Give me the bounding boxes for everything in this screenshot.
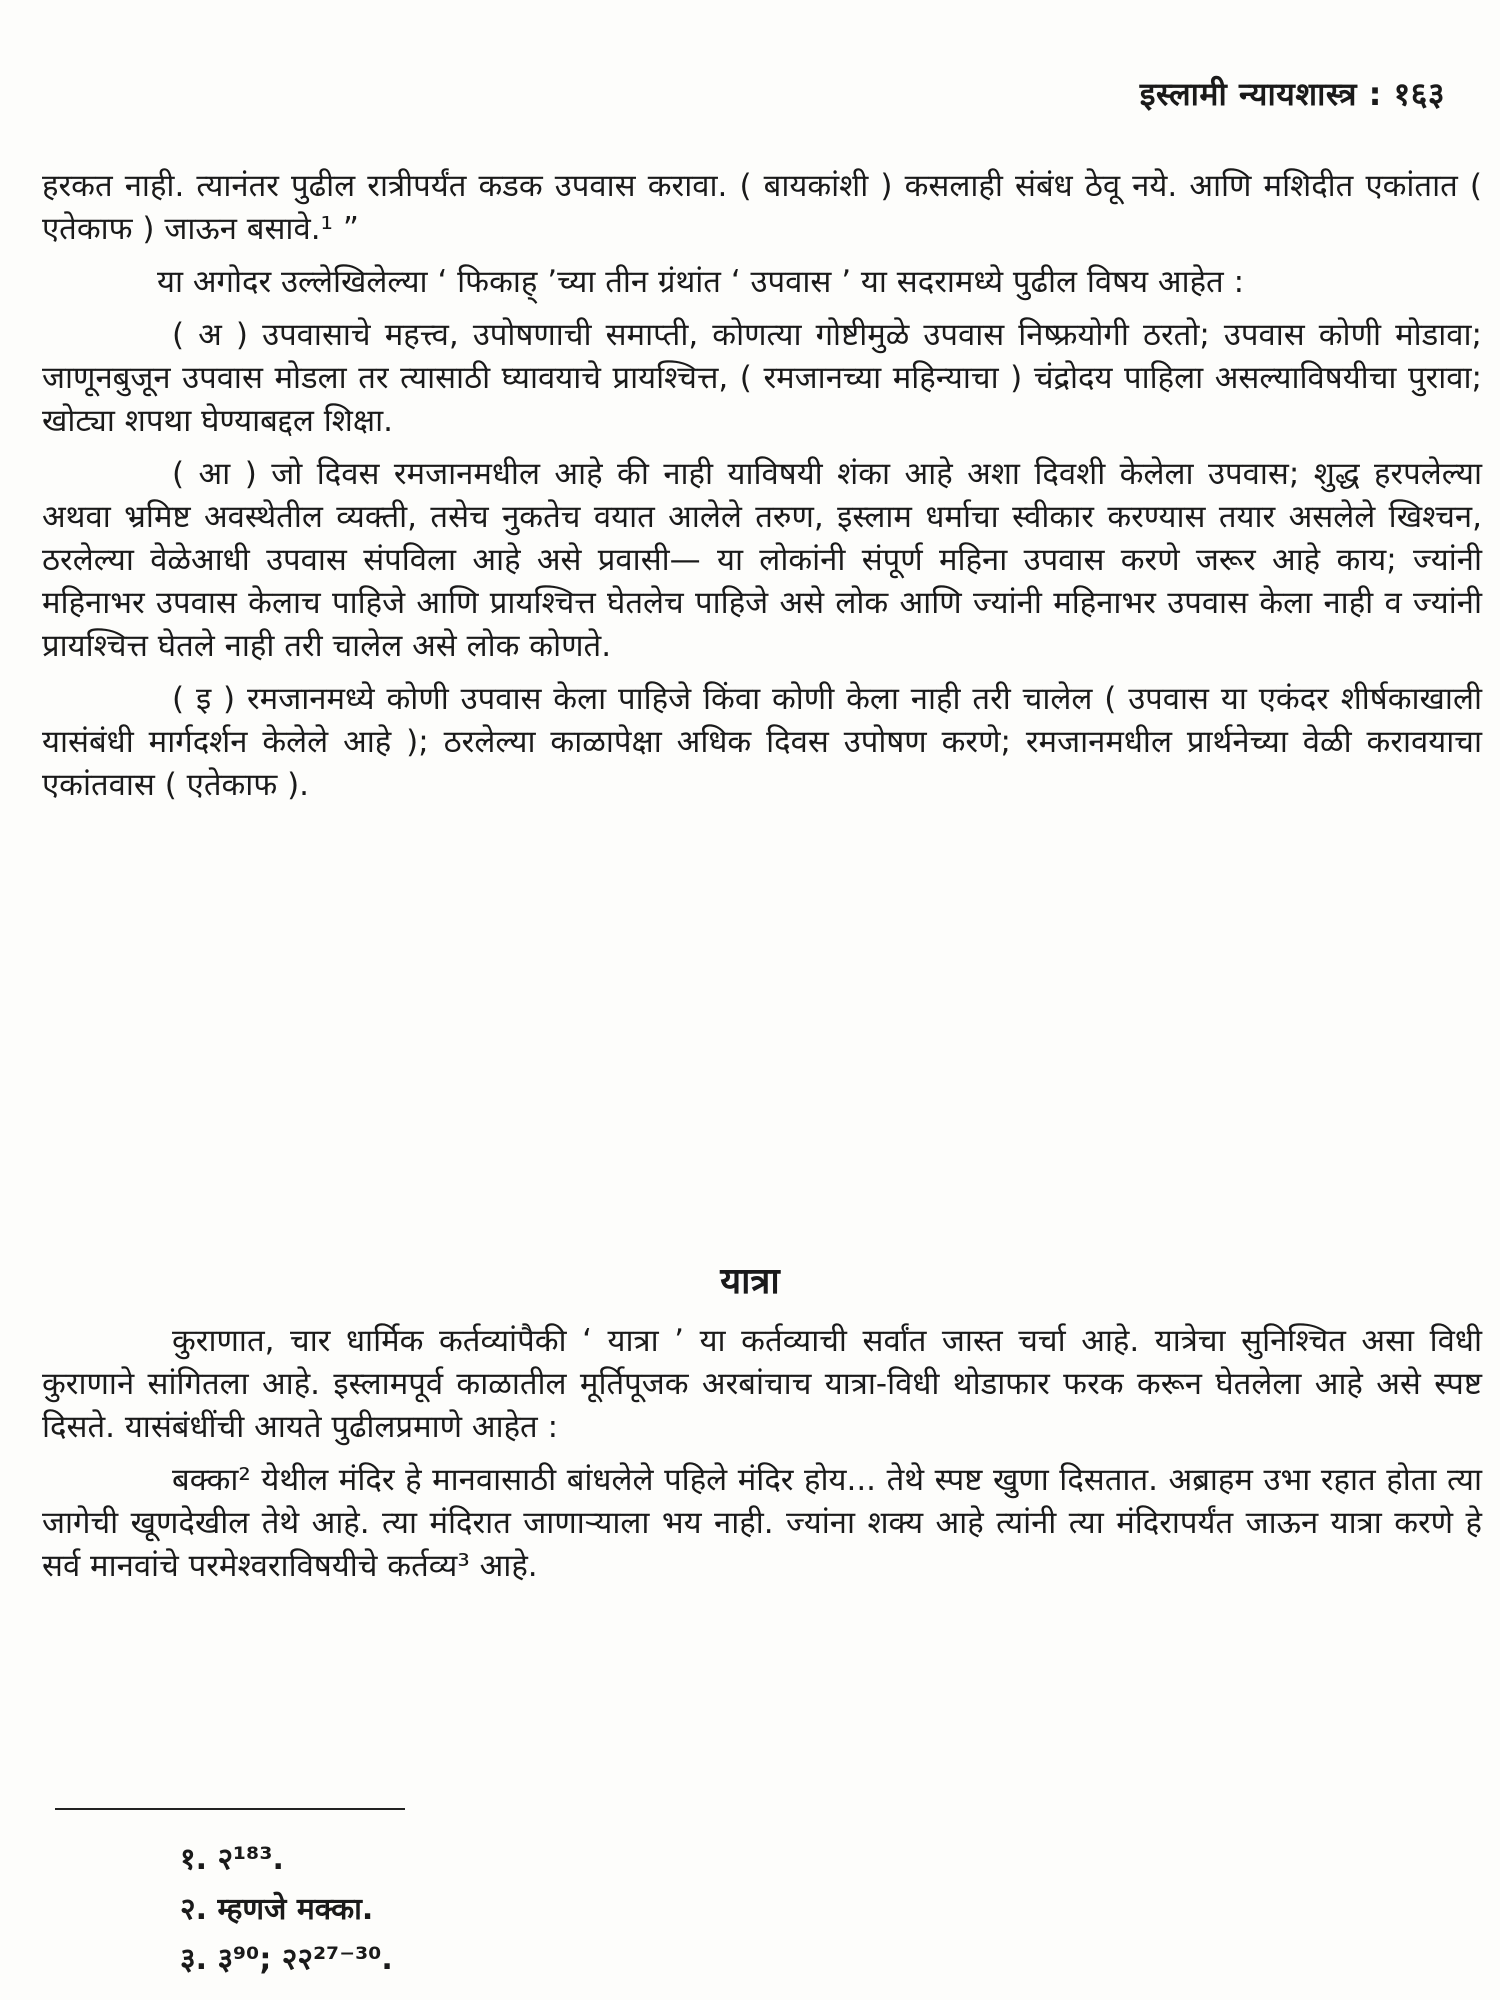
footnotes bbox=[180, 1835, 393, 1985]
footnote: १. २¹⁸³. bbox=[180, 1842, 284, 1877]
paragraph: ( अ ) उपवासाचे महत्त्व, उपोषणाची समाप्ती, कोणत्या गोष्टीमुळे उपवास निष्फ्रयोगी ठरतो; उपवास कोणी मोडावा; जाणूनबुजून उपवास मोडला तर त्यासाठी घ्यावयाचे प्रायश्चित्त, ( रमजानच्या महिन्याचा ) चंद्रोदय पाहिला असल्याविषयीचा पुरावा; खोट्या शपथा घेण्याबद्दल शिक्षा. bbox=[42, 317, 1482, 439]
paragraph: ( आ ) जो दिवस रमजानमधील आहे की नाही याविषयी शंका आहे अशा दिवशी केलेला उपवास; शुद्ध हरपलेल्या अथवा भ्रमिष्ट अवस्थेतील व्यक्ती, तसेच नुकतेच वयात आलेले तरुण, इस्लाम धर्माचा स्वीकार करण्यास तयार असलेले खिश्चन, ठरलेल्या वेळेआधी उपवास संपविला आहे असे प्रवासी— या लोकांनी संपूर्ण महिना उपवास करणे जरूर आहे काय; ज्यांनी महिनाभर उपवास केलाच पाहिजे आणि प्रायश्चित्त घेतलेच पाहिजे असे लोक आणि ज्यांनी महिनाभर उपवास केला नाही व ज्यांनी प्रायश्चित्त घेतले नाही तरी चालेल असे लोक कोणते. bbox=[42, 456, 1482, 664]
paragraph: ( इ ) रमजानमध्ये कोणी उपवास केला पाहिजे किंवा कोणी केला नाही तरी चालेल ( उपवास या एकंदर शीर्षकाखाली यासंबंधी मार्गदर्शन केलेले आहे ); ठरलेल्या काळापेक्षा अधिक दिवस उपोषण करणे; रमजानमधील प्रार्थनेच्या वेळी करावयाचा एकांतवास ( एतेकाफ ). bbox=[42, 681, 1482, 803]
body-text bbox=[42, 165, 1482, 817]
paragraph: कुराणात, चार धार्मिक कर्तव्यांपैकी ‘ यात्रा ’ या कर्तव्याची सर्वांत जास्त चर्चा आहे. यात्रेचा सुनिश्चित असा विधी कुराणाने सांगितला आहे. इस्लामपूर्व काळातील मूर्तिपूजक अरबांचाच यात्रा-विधी थोडाफार फरक करून घेतलेला आहे असे स्पष्ट दिसते. यासंबंधींची आयते पुढीलप्रमाणे आहेत : bbox=[42, 1323, 1482, 1445]
paragraph: या अगोदर उल्लेखिलेल्या ‘ फिकाह् ’च्या तीन ग्रंथांत ‘ उपवास ’ या सदरामध्ये पुढील विषय आहेत : bbox=[157, 264, 1245, 300]
paragraph: हरकत नाही. त्यानंतर पुढील रात्रीपर्यंत कडक उपवास करावा. ( बायकांशी ) कसलाही संबंध ठेवू नये. आणि मशिदीत एकांतात ( एतेकाफ ) जाऊन बसावे.¹ ” bbox=[42, 168, 1482, 247]
section-heading: यात्रा bbox=[720, 1261, 780, 1302]
section-body bbox=[42, 1320, 1482, 1598]
footnote: ३. ३⁹⁰; २२²⁷⁻³⁰. bbox=[180, 1942, 393, 1977]
running-head: इस्लामी न्यायशास्त्र : १६३ bbox=[1139, 75, 1445, 113]
paragraph: बक्का² येथील मंदिर हे मानवासाठी बांधलेले पहिले मंदिर होय... तेथे स्पष्ट खुणा दिसतात. अब्राहम उभा रहात होता त्या जागेची खूणदेखील तेथे आहे. त्या मंदिरात जाणाऱ्याला भय नाही. ज्यांना शक्य आहे त्यांनी त्या मंदिरापर्यंत जाऊन यात्रा करणे हे सर्व मानवांचे परमेश्वराविषयीचे कर्तव्य³ आहे. bbox=[42, 1462, 1482, 1584]
footnote-divider bbox=[55, 1808, 405, 1810]
footnote: २. म्हणजे मक्का. bbox=[180, 1892, 374, 1927]
